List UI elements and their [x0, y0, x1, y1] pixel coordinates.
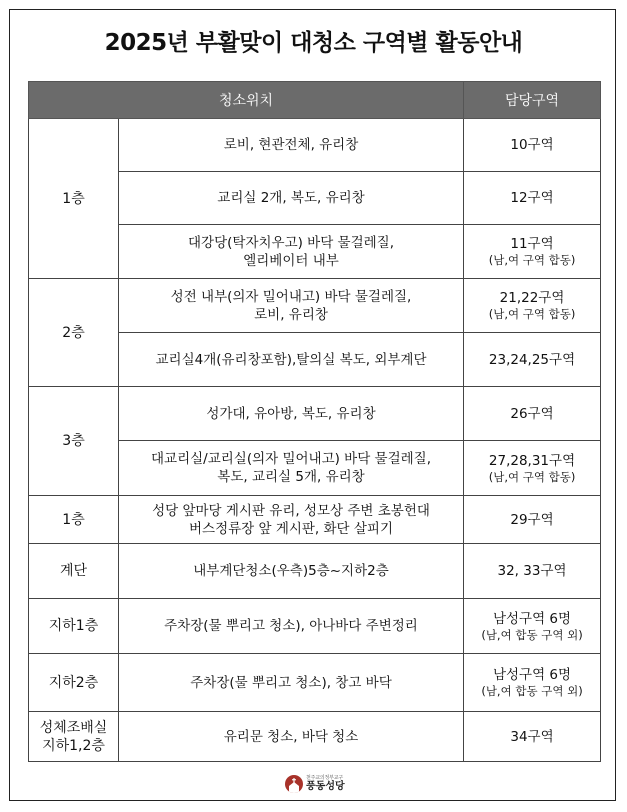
zone-cell [464, 712, 601, 762]
table-header-row [29, 82, 601, 119]
zone-label: 10구역 [510, 137, 554, 153]
zone-label: 남성구역 6명 [492, 610, 572, 627]
parish-logo [285, 775, 345, 793]
zone-note: (남,여 합동 구역 외) [481, 684, 583, 698]
table-row [29, 599, 601, 654]
zone-label: 29구역 [510, 511, 554, 528]
page-title: 2025년 부활맞이 대청소 구역별 활동안내 [104, 30, 523, 56]
floor-cell [29, 712, 119, 762]
location-line: 내부계단청소(우측)5층~지하2층 [193, 563, 389, 579]
floor-cell: 지하2층 [29, 654, 119, 712]
zone-label: 11구역 [510, 236, 554, 252]
location-line: 성가대, 유아방, 복도, 유리창 [206, 405, 376, 422]
location-line: 버스정류장 앞 게시판, 화단 살피기 [188, 520, 394, 537]
table-row [29, 496, 601, 544]
location-line: 성당 앞마당 게시판 유리, 성모상 주변 초봉헌대 [152, 502, 430, 519]
zone-label: 32, 33구역 [497, 563, 567, 579]
zone-cell [464, 496, 601, 544]
table-row [29, 387, 601, 441]
floor-cell: 지하1층 [29, 599, 119, 654]
zone-label: 26구역 [510, 405, 554, 422]
zone-cell [464, 172, 601, 225]
location-line: 로비, 유리창 [254, 306, 328, 323]
zone-cell [464, 599, 601, 654]
parish-name: 풍동성당 [306, 781, 345, 792]
location-line: 대교리실/교리실(의자 밀어내고) 바닥 물걸레질, [150, 451, 432, 467]
zone-cell [464, 333, 601, 387]
location-line: 교리실4개(유리창포함),탈의실 복도, 외부계단 [155, 351, 427, 368]
floor-cell: 1층 [29, 119, 119, 279]
diocese-name: 천주교의정부교구 [306, 775, 344, 781]
location-line: 로비, 현관전체, 유리창 [223, 137, 359, 153]
zone-label: 34구역 [510, 728, 554, 745]
location-cell [119, 225, 464, 279]
table-row [29, 544, 601, 599]
zone-label: 27,28,31구역 [488, 452, 576, 469]
location-line: 대강당(탁자치우고) 바닥 물걸레질, [188, 234, 394, 251]
cleaning-schedule-table [28, 81, 601, 762]
location-cell [119, 712, 464, 762]
zone-cell [464, 119, 601, 172]
location-line: 주차장(물 뿌리고 청소), 창고 바닥 [190, 674, 392, 691]
location-cell [119, 279, 464, 333]
location-line: 복도, 교리실 5개, 유리창 [217, 469, 365, 485]
table-row [29, 279, 601, 333]
floor-cell: 3층 [29, 387, 119, 496]
zone-label: 21,22구역 [499, 290, 565, 306]
floor-line: 성체조배실 [39, 719, 108, 736]
location-cell [119, 387, 464, 441]
header-zone: 담당구역 [464, 82, 601, 119]
location-cell [119, 544, 464, 599]
location-line: 성전 내부(의자 밀어내고) 바닥 물걸레질, [170, 288, 412, 305]
floor-cell: 2층 [29, 279, 119, 387]
table-row [29, 119, 601, 172]
zone-cell [464, 544, 601, 599]
location-cell [119, 441, 464, 496]
zone-cell [464, 279, 601, 333]
location-line: 교리실 2개, 복도, 유리창 [217, 190, 365, 206]
zone-note: (남,여 구역 합동) [488, 253, 576, 267]
floor-line: 지하1,2층 [42, 737, 105, 754]
zone-note: (남,여 구역 합동) [488, 469, 576, 484]
location-cell [119, 654, 464, 712]
location-cell [119, 172, 464, 225]
location-cell [119, 333, 464, 387]
zone-cell [464, 654, 601, 712]
floor-cell: 계단 [29, 544, 119, 599]
table-row [29, 654, 601, 712]
location-line: 유리문 청소, 바닥 청소 [223, 728, 359, 745]
logo-text [306, 776, 345, 792]
zone-cell [464, 387, 601, 441]
zone-cell [464, 441, 601, 496]
zone-note: (남,여 구역 합동) [488, 307, 576, 321]
header-location: 청소위치 [29, 82, 464, 119]
zone-label: 23,24,25구역 [488, 351, 576, 368]
floor-cell: 1층 [29, 496, 119, 544]
location-cell [119, 496, 464, 544]
location-line: 엘리베이터 내부 [243, 252, 339, 269]
location-cell [119, 599, 464, 654]
church-logo-icon [285, 775, 303, 793]
location-line: 주차장(물 뿌리고 청소), 아나바다 주변정리 [164, 618, 418, 634]
zone-cell [464, 225, 601, 279]
table-row [29, 712, 601, 762]
zone-label: 12구역 [510, 190, 554, 206]
location-cell [119, 119, 464, 172]
zone-note: (남,여 합동 구역 외) [481, 627, 583, 642]
zone-label: 남성구역 6명 [492, 667, 572, 683]
